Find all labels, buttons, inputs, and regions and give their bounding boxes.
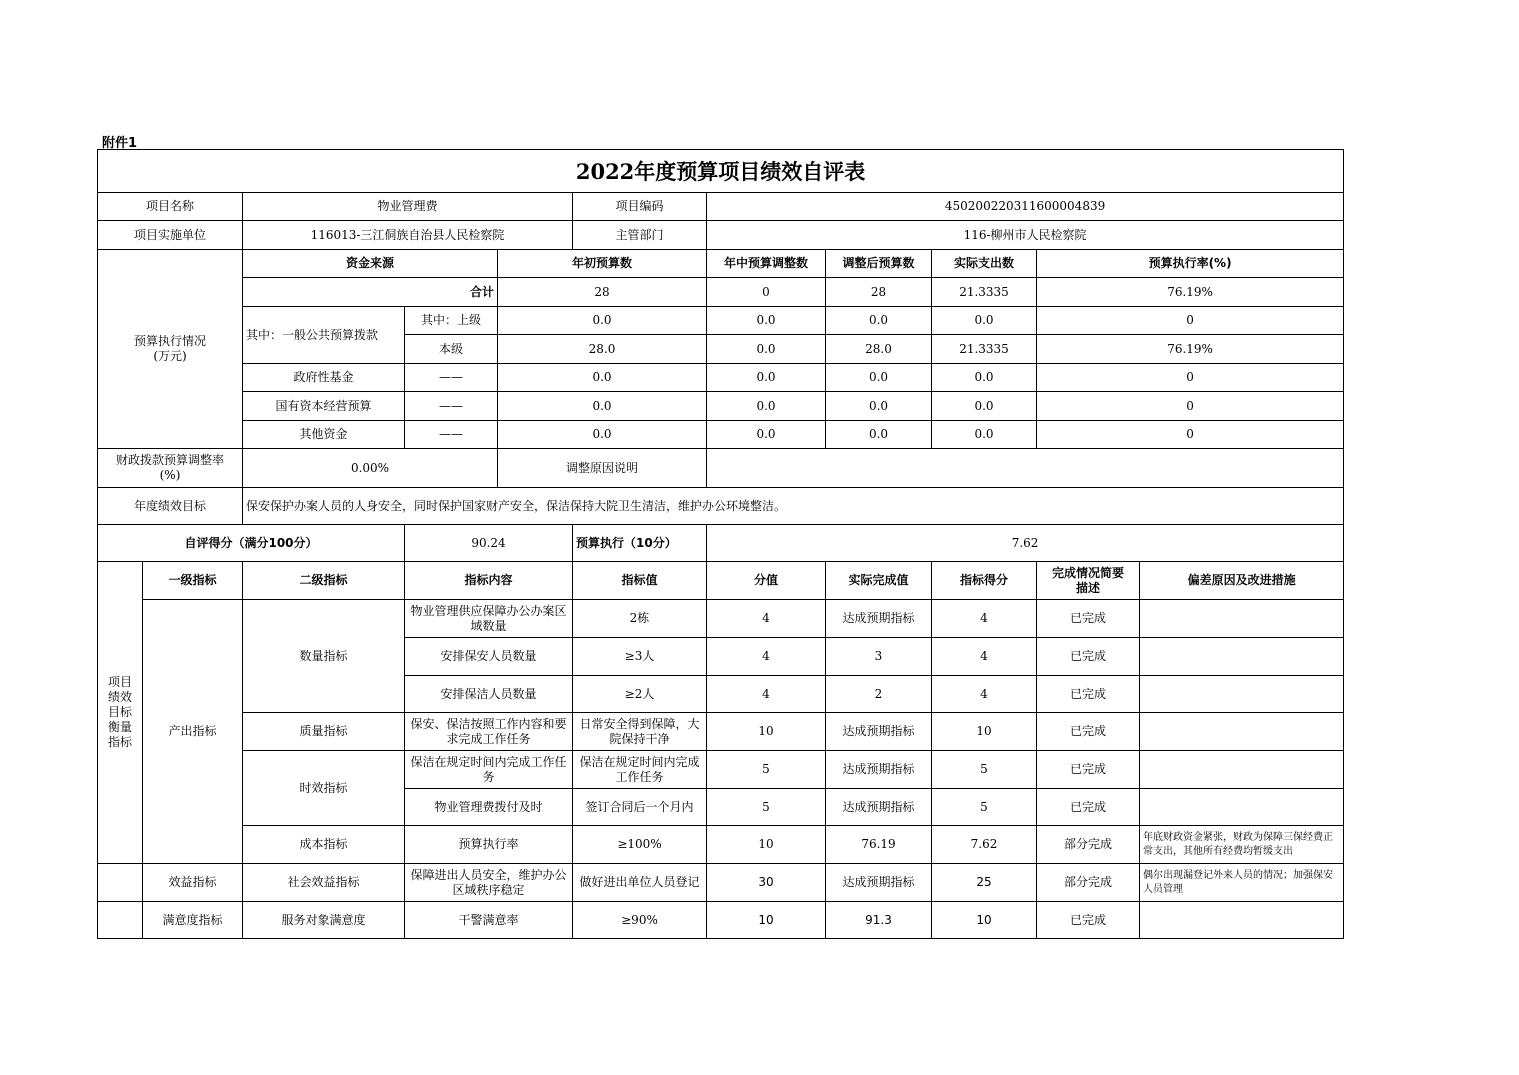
table-row [98, 864, 1344, 902]
indicator-target: 2栋 [573, 600, 707, 638]
fund-source-label: 国有资本经营预算 [243, 392, 405, 421]
quality-indicator-label: 质量指标 [243, 713, 405, 751]
indicator-actual: 76.19 [826, 826, 932, 864]
performance-table [97, 149, 1344, 939]
budget-header: 调整后预算数 [826, 250, 932, 278]
indicator-header: 指标值 [573, 562, 707, 600]
budget-header: 资金来源 [243, 250, 498, 278]
indicator-weight: 10 [707, 826, 826, 864]
indicator-actual: 达成预期指标 [826, 713, 932, 751]
blank-cell [98, 902, 143, 939]
indicator-note [1140, 600, 1344, 638]
fund-cell: 0.0 [932, 364, 1037, 392]
indicator-score: 5 [932, 789, 1037, 826]
budget-header: 年中预算调整数 [707, 250, 826, 278]
indicator-header: 完成情况简要 描述 [1037, 562, 1140, 600]
local-cell: 0.0 [707, 335, 826, 364]
indicator-status: 部分完成 [1037, 826, 1140, 864]
indicator-note [1140, 638, 1344, 676]
fund-cell: 0.0 [498, 364, 707, 392]
indicator-weight: 4 [707, 638, 826, 676]
table-row [98, 713, 1344, 751]
indicator-content: 预算执行率 [405, 826, 573, 864]
indicator-target: 日常安全得到保障，大院保持干净 [573, 713, 707, 751]
annual-goal-value: 保安保护办案人员的人身安全，同时保护国家财产安全，保洁保持大院卫生清洁，维护办公环境整洁。 [243, 488, 1344, 525]
indicator-target: 做好进出单位人员登记 [573, 864, 707, 902]
indicator-score: 5 [932, 751, 1037, 789]
indicator-weight: 4 [707, 676, 826, 713]
indicator-actual: 达成预期指标 [826, 600, 932, 638]
unit-value: 116013-三江侗族自治县人民检察院 [243, 221, 573, 250]
upper-cell: 0.0 [707, 307, 826, 335]
fund-cell: 0.0 [826, 392, 932, 421]
upper-cell: 0 [1037, 307, 1344, 335]
indicator-status: 已完成 [1037, 638, 1140, 676]
indicator-status: 已完成 [1037, 751, 1140, 789]
fund-source-label: 其他资金 [243, 421, 405, 449]
fund-cell: 0 [1037, 421, 1344, 449]
dept-label: 主管部门 [573, 221, 707, 250]
attachment-label: 附件1 [102, 136, 138, 151]
indicator-score: 4 [932, 600, 1037, 638]
quantity-indicator-label: 数量指标 [243, 600, 405, 713]
fund-cell: 0.0 [826, 421, 932, 449]
dash-cell: —— [405, 364, 498, 392]
indicator-status: 已完成 [1037, 789, 1140, 826]
output-indicator-label: 产出指标 [143, 600, 243, 864]
dash-cell: —— [405, 392, 498, 421]
indicator-status: 已完成 [1037, 676, 1140, 713]
fund-cell: 0.0 [707, 392, 826, 421]
project-code-value: 450200220311600004839 [707, 193, 1344, 221]
indicator-header: 分值 [707, 562, 826, 600]
indicator-content: 物业管理费拨付及时 [405, 789, 573, 826]
indicator-actual: 91.3 [826, 902, 932, 939]
indicator-actual: 2 [826, 676, 932, 713]
indicator-score: 7.62 [932, 826, 1037, 864]
indicator-target: ≥2人 [573, 676, 707, 713]
table-row [98, 826, 1344, 864]
timeliness-indicator-label: 时效指标 [243, 751, 405, 826]
budget-section-label: 预算执行情况 (万元) [98, 250, 243, 449]
project-name-label: 项目名称 [98, 193, 243, 221]
table-row [98, 902, 1344, 939]
annual-goal-label: 年度绩效目标 [98, 488, 243, 525]
indicator-weight: 5 [707, 751, 826, 789]
indicator-status: 已完成 [1037, 713, 1140, 751]
fund-cell: 0.0 [932, 421, 1037, 449]
adjust-rate-label: 财政拨款预算调整率 (%) [98, 449, 243, 488]
page-title: 2022年度预算项目绩效自评表 [98, 150, 1344, 193]
indicator-weight: 10 [707, 902, 826, 939]
indicator-note [1140, 751, 1344, 789]
indicator-content: 保障进出人员安全，维护办公区域秩序稳定 [405, 864, 573, 902]
budget-header: 实际支出数 [932, 250, 1037, 278]
indicator-header: 偏差原因及改进措施 [1140, 562, 1344, 600]
fund-cell: 0 [1037, 392, 1344, 421]
local-cell: 28.0 [498, 335, 707, 364]
indicator-content: 保洁在规定时间内完成工作任务 [405, 751, 573, 789]
indicator-header: 实际完成值 [826, 562, 932, 600]
cost-indicator-label: 成本指标 [243, 826, 405, 864]
fund-cell: 0.0 [498, 421, 707, 449]
fund-cell: 0.0 [932, 392, 1037, 421]
adjust-rate-value: 0.00% [243, 449, 498, 488]
total-cell: 28 [826, 278, 932, 307]
general-budget-label: 其中：一般公共预算拨款 [243, 307, 405, 364]
indicator-status: 部分完成 [1037, 864, 1140, 902]
fund-cell: 0.0 [707, 364, 826, 392]
upper-cell: 0.0 [932, 307, 1037, 335]
budget-header: 预算执行率(%) [1037, 250, 1344, 278]
exec-score-value: 7.62 [707, 525, 1344, 562]
indicator-actual: 达成预期指标 [826, 864, 932, 902]
indicator-score: 10 [932, 713, 1037, 751]
indicator-status: 已完成 [1037, 600, 1140, 638]
total-cell: 21.3335 [932, 278, 1037, 307]
indicator-status: 已完成 [1037, 902, 1140, 939]
service-indicator-label: 服务对象满意度 [243, 902, 405, 939]
indicator-weight: 30 [707, 864, 826, 902]
local-cell: 76.19% [1037, 335, 1344, 364]
local-cell: 28.0 [826, 335, 932, 364]
indicator-target: ≥3人 [573, 638, 707, 676]
adjust-reason-label: 调整原因说明 [498, 449, 707, 488]
total-cell: 76.19% [1037, 278, 1344, 307]
fund-cell: 0.0 [498, 392, 707, 421]
upper-cell: 0.0 [826, 307, 932, 335]
indicator-note [1140, 902, 1344, 939]
indicator-target: 保洁在规定时间内完成工作任务 [573, 751, 707, 789]
indicator-content: 安排保洁人员数量 [405, 676, 573, 713]
indicator-actual: 3 [826, 638, 932, 676]
fund-cell: 0 [1037, 364, 1344, 392]
indicator-note: 年底财政资金紧张，财政为保障三保经费正常支出，其他所有经费均暂缓支出 [1140, 826, 1344, 864]
budget-header: 年初预算数 [498, 250, 707, 278]
local-label: 本级 [405, 335, 498, 364]
indicator-note [1140, 676, 1344, 713]
unit-label: 项目实施单位 [98, 221, 243, 250]
project-code-label: 项目编码 [573, 193, 707, 221]
indicator-header: 二级指标 [243, 562, 405, 600]
exec-score-label: 预算执行（10分） [573, 525, 707, 562]
indicator-header: 一级指标 [143, 562, 243, 600]
indicator-content: 保安、保洁按照工作内容和要求完成工作任务 [405, 713, 573, 751]
dept-value: 116-柳州市人民检察院 [707, 221, 1344, 250]
indicator-note: 偶尔出现漏登记外来人员的情况；加强保安人员管理 [1140, 864, 1344, 902]
fund-cell: 0.0 [826, 364, 932, 392]
fund-source-label: 政府性基金 [243, 364, 405, 392]
indicator-target: 签订合同后一个月内 [573, 789, 707, 826]
indicator-section-label: 项目 绩效 目标 衡量 指标 [98, 562, 143, 864]
indicator-weight: 10 [707, 713, 826, 751]
upper-label: 其中：上级 [405, 307, 498, 335]
indicator-score: 4 [932, 676, 1037, 713]
self-score-label: 自评得分（满分100分） [98, 525, 405, 562]
satisfaction-indicator-label: 满意度指标 [143, 902, 243, 939]
indicator-header: 指标内容 [405, 562, 573, 600]
blank-cell [98, 864, 143, 902]
self-score-value: 90.24 [405, 525, 573, 562]
local-cell: 21.3335 [932, 335, 1037, 364]
upper-cell: 0.0 [498, 307, 707, 335]
benefit-indicator-label: 效益指标 [143, 864, 243, 902]
indicator-header: 指标得分 [932, 562, 1037, 600]
total-cell: 28 [498, 278, 707, 307]
indicator-actual: 达成预期指标 [826, 789, 932, 826]
total-cell: 0 [707, 278, 826, 307]
indicator-score: 10 [932, 902, 1037, 939]
table-row [98, 600, 1344, 638]
adjust-reason-value [707, 449, 1344, 488]
indicator-actual: 达成预期指标 [826, 751, 932, 789]
social-indicator-label: 社会效益指标 [243, 864, 405, 902]
indicator-score: 4 [932, 638, 1037, 676]
indicator-content: 安排保安人员数量 [405, 638, 573, 676]
indicator-target: ≥90% [573, 902, 707, 939]
dash-cell: —— [405, 421, 498, 449]
table-row [98, 751, 1344, 789]
total-label: 合计 [243, 278, 498, 307]
indicator-score: 25 [932, 864, 1037, 902]
project-name-value: 物业管理费 [243, 193, 573, 221]
indicator-note [1140, 789, 1344, 826]
indicator-weight: 5 [707, 789, 826, 826]
indicator-note [1140, 713, 1344, 751]
indicator-content: 干警满意率 [405, 902, 573, 939]
indicator-weight: 4 [707, 600, 826, 638]
indicator-target: ≥100% [573, 826, 707, 864]
indicator-content: 物业管理供应保障办公办案区域数量 [405, 600, 573, 638]
fund-cell: 0.0 [707, 421, 826, 449]
